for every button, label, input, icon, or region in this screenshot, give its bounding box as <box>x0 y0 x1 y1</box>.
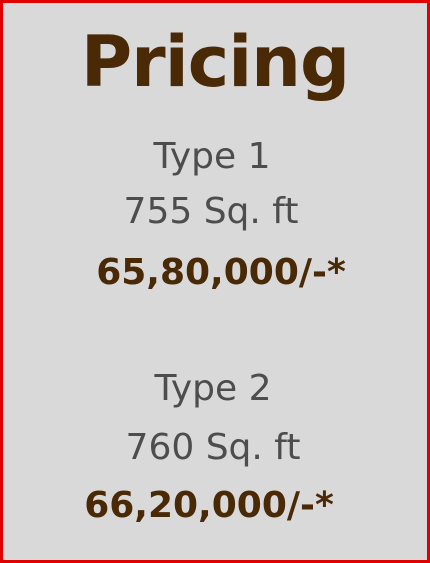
type-2-label: Type 2 <box>154 368 272 409</box>
type-2-price: 66,20,000/-* <box>84 485 334 526</box>
type-1-price: 65,80,000/-* <box>96 252 346 293</box>
type-2-area: 760 Sq. ft <box>125 427 301 468</box>
pricing-title: Pricing <box>80 21 350 103</box>
type-1-label: Type 1 <box>153 136 271 177</box>
type-1-area: 755 Sq. ft <box>123 191 299 232</box>
